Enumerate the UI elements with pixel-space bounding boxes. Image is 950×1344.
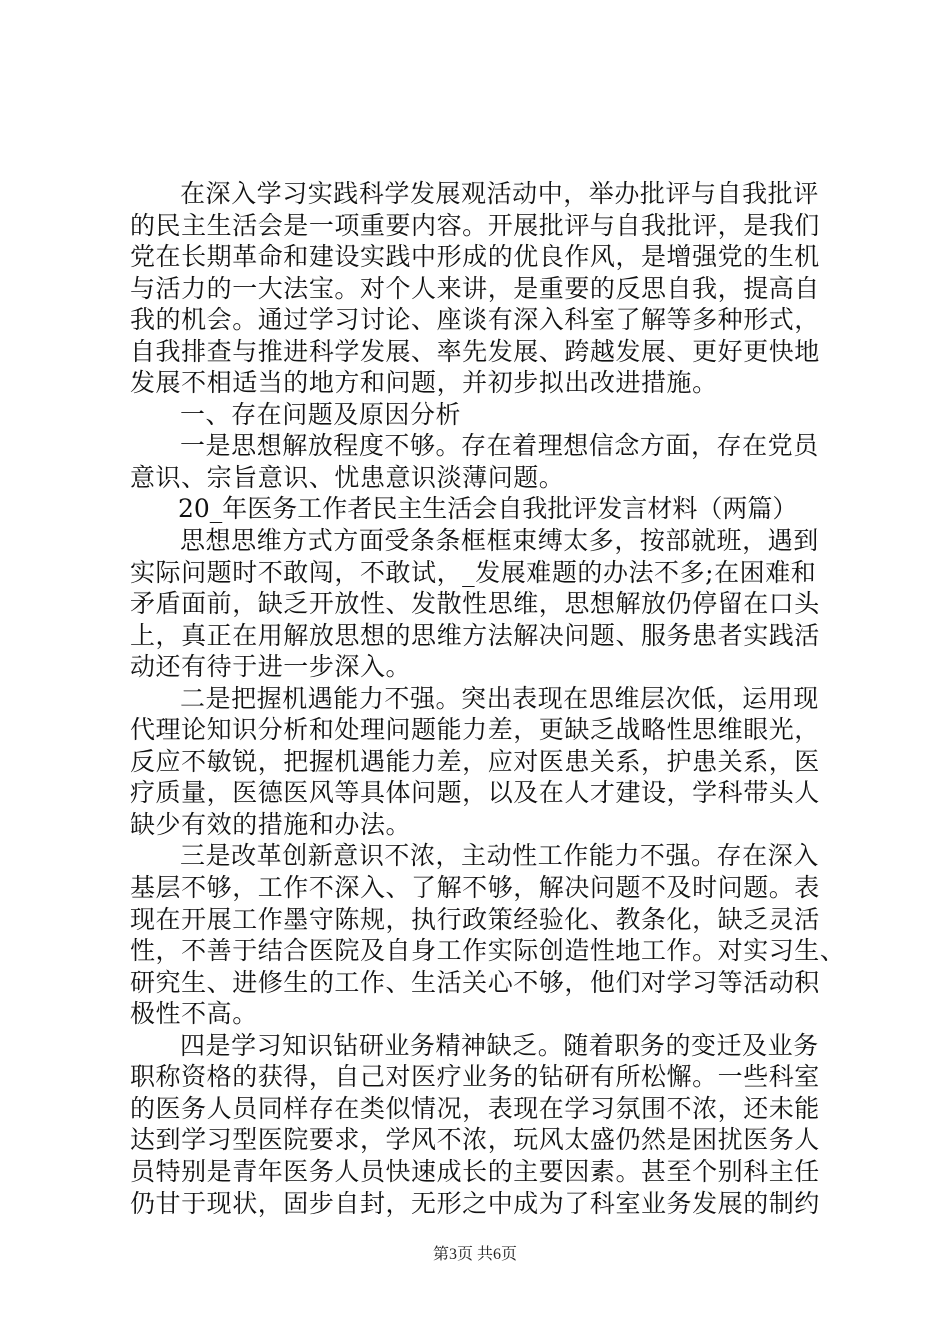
text-line: 实际问题时不敢闯，不敢试，_发展难题的办法不多;在困难和 bbox=[130, 557, 817, 587]
text-line: 四是学习知识钻研业务精神缺乏。随着职务的变迁及业务 bbox=[180, 1030, 819, 1060]
text-line: 矛盾面前，缺乏开放性、发散性思维，思想解放仍停留在口头 bbox=[130, 589, 820, 619]
text-line: 达到学习型医院要求，学风不浓，玩风太盛仍然是困扰医务人 bbox=[130, 1125, 820, 1155]
text-line: 三是改革创新意识不浓，主动性工作能力不强。存在深入 bbox=[180, 841, 819, 871]
text-line: 发展不相适当的地方和问题，并初步拟出改进措施。 bbox=[130, 368, 718, 398]
text-line: 一是思想解放程度不够。存在着理想信念方面，存在党员 bbox=[180, 431, 819, 461]
text-line: 研究生、进修生的工作、生活关心不够，他们对学习等活动积 bbox=[130, 967, 820, 997]
text-line: 代理论知识分析和处理问题能力差，更缺乏战略性思维眼光， bbox=[130, 715, 820, 745]
text-line: 在深入学习实践科学发展观活动中，举办批评与自我批评 bbox=[180, 179, 819, 208]
document-body bbox=[130, 178, 846, 1219]
text-line: 现在开展工作墨守陈规，执行政策经验化、教条化，缺乏灵活 bbox=[130, 904, 820, 934]
text-line: 仍甘于现状，固步自封，无形之中成为了科室业务发展的制约 bbox=[130, 1188, 820, 1218]
text-line: 极性不高。 bbox=[130, 999, 258, 1029]
page-number-footer: 第3页 共6页 bbox=[432, 1246, 517, 1263]
text-line: 的医务人员同样存在类似情况，表现在学习氛围不浓，还未能 bbox=[130, 1093, 820, 1123]
text-line: 缺少有效的措施和办法。 bbox=[130, 809, 412, 839]
document-title-line: 20_年医务工作者民主生活会自我批评发言材料（两篇） bbox=[178, 494, 798, 524]
text-line: 基层不够，工作不深入、了解不够，解决问题不及时问题。表 bbox=[130, 873, 820, 903]
text-line: 职称资格的获得，自己对医疗业务的钻研有所松懈。一些科室 bbox=[130, 1062, 820, 1092]
text-line: 意识、宗旨意识、忧患意识淡薄问题。 bbox=[130, 462, 565, 492]
text-line: 动还有待于进一步深入。 bbox=[130, 652, 412, 682]
text-line: 党在长期革命和建设实践中形成的优良作风，是增强党的生机 bbox=[130, 242, 820, 272]
text-line: 疗质量，医德医风等具体问题，以及在人才建设，学科带头人 bbox=[130, 778, 820, 808]
text-line: 我的机会。通过学习讨论、座谈有深入科室了解等多种形式， bbox=[130, 305, 820, 335]
text-line: 思想思维方式方面受条条框框束缚太多，按部就班，遇到 bbox=[180, 526, 819, 556]
text-line: 与活力的一大法宝。对个人来讲，是重要的反思自我，提高自 bbox=[130, 273, 820, 303]
text-line: 反应不敏锐，把握机遇能力差，应对医患关系，护患关系，医 bbox=[130, 746, 820, 776]
text-line: 的民主生活会是一项重要内容。开展批评与自我批评，是我们 bbox=[130, 210, 820, 240]
text-line: 二是把握机遇能力不强。突出表现在思维层次低，运用现 bbox=[180, 683, 819, 713]
text-line: 一、存在问题及原因分析 bbox=[180, 399, 462, 429]
text-line: 员特别是青年医务人员快速成长的主要因素。甚至个别科主任 bbox=[130, 1156, 820, 1186]
text-line: 自我排查与推进科学发展、率先发展、跨越发展、更好更快地 bbox=[130, 336, 820, 366]
text-line: 性，不善于结合医院及自身工作实际创造性地工作。对实习生、 bbox=[130, 936, 846, 966]
text-line: 上，真正在用解放思想的思维方法解决问题、服务患者实践活 bbox=[130, 620, 820, 650]
